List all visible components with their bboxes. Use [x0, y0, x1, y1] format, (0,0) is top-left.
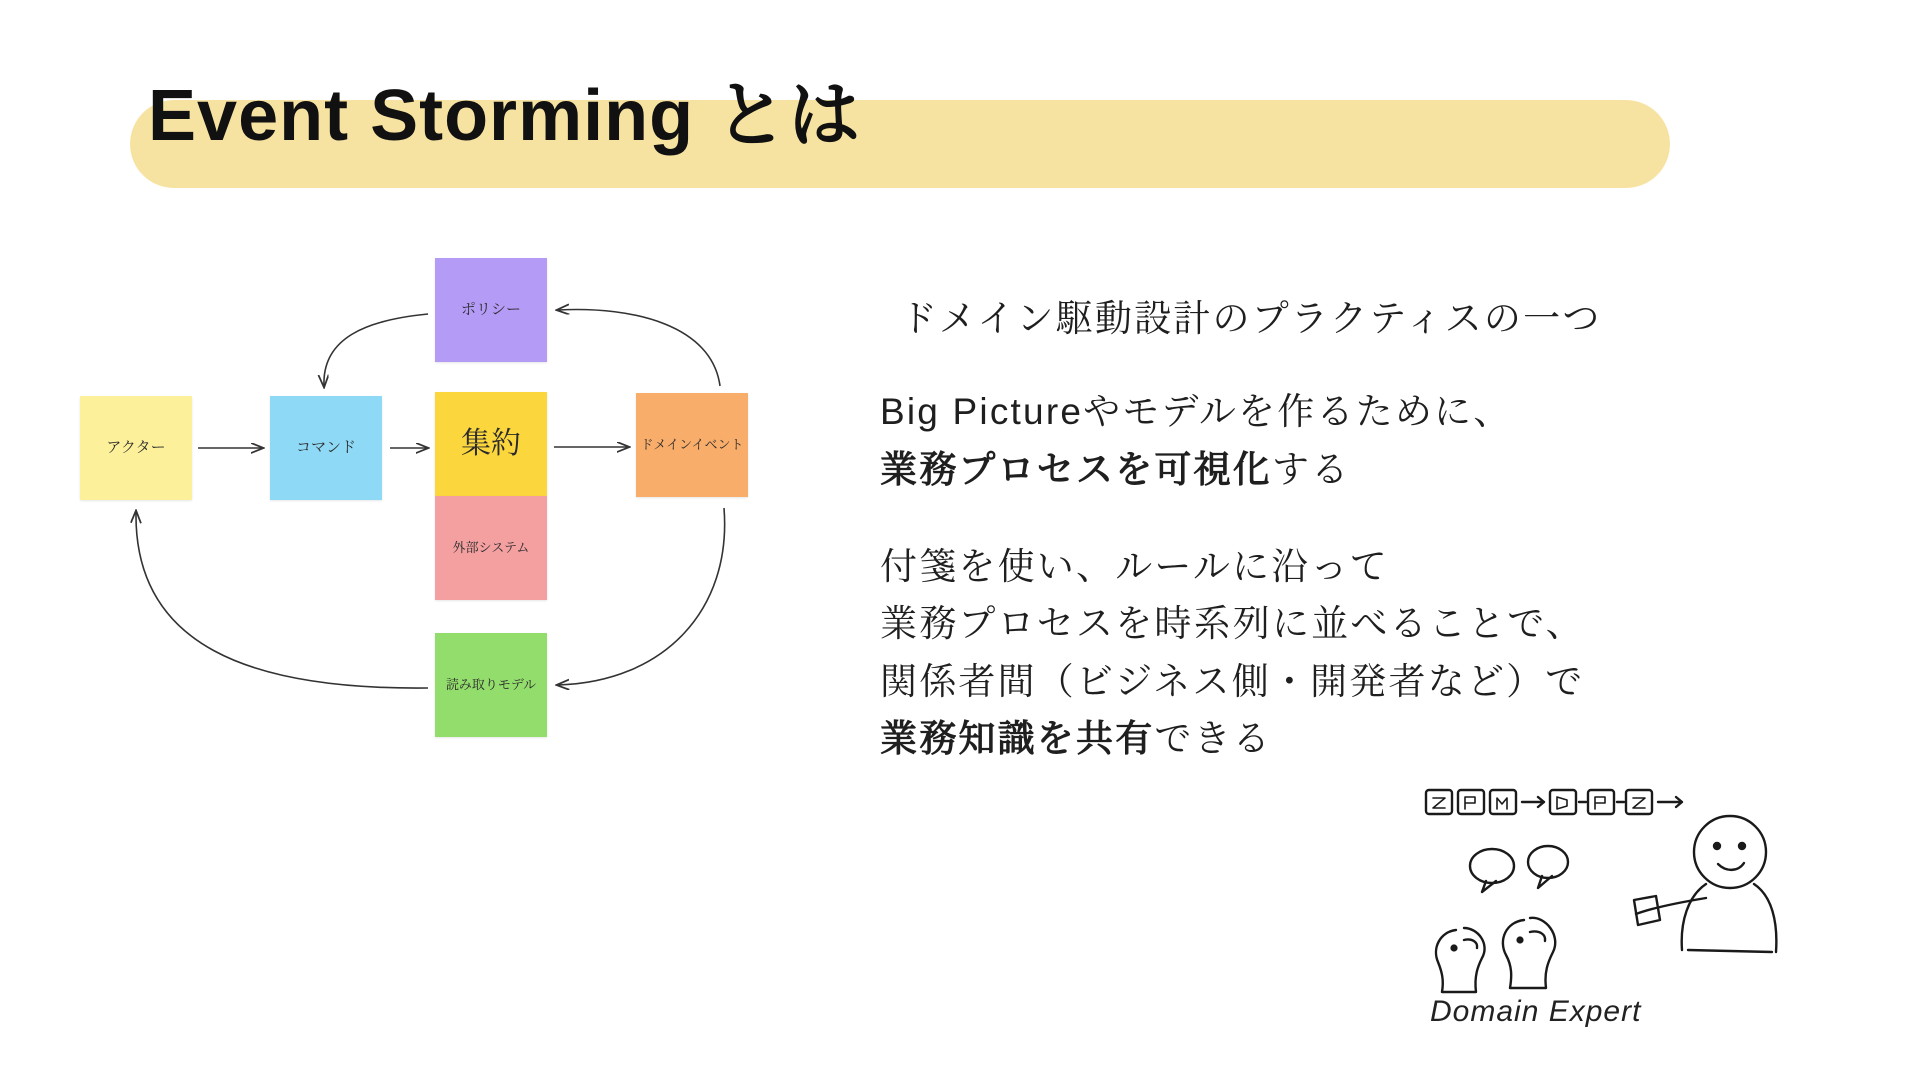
- diagram-connections: [60, 290, 900, 930]
- body-paragraph-3-line4-tail: できる: [1154, 718, 1273, 760]
- body-paragraph-3-line3: 関係者間（ビジネス側・開発者など）で: [880, 660, 1585, 702]
- body-paragraph-3-line4: [880, 710, 1820, 767]
- body-paragraph-2-line2: [880, 441, 1820, 498]
- sticky-command: [270, 396, 382, 500]
- body-paragraph-3-line1: 付箋を使い、ルールに沿って: [880, 546, 1389, 588]
- paragraph-gap-2: [880, 498, 1820, 538]
- page-title: Event Storming とは: [148, 76, 862, 156]
- body-paragraph-2-line2-tail: する: [1272, 448, 1351, 490]
- sticky-domain-event-label: ドメインイベント: [640, 436, 744, 452]
- event-storming-diagram: [60, 290, 900, 930]
- sticky-read-model-label: 読み取りモデル: [445, 676, 537, 692]
- sticky-aggregate: [435, 392, 547, 496]
- sticky-actor: [80, 396, 192, 500]
- sticky-external-system: [435, 496, 547, 600]
- edge-readmodel-actor: [136, 512, 428, 688]
- sticky-policy-label: ポリシー: [460, 300, 521, 318]
- sticky-read-model: [435, 633, 547, 737]
- edge-domainevent-readmodel: [558, 508, 725, 685]
- sticky-actor-label: アクター: [106, 438, 166, 456]
- body-paragraph-2-line1: Big Pictureやモデルを作るために、: [880, 391, 1513, 433]
- sticky-external-system-label: 外部システム: [452, 539, 530, 555]
- sticky-policy: [435, 258, 547, 362]
- body-text-column: [880, 290, 1820, 767]
- edge-policy-command: [324, 314, 428, 386]
- paragraph-gap: [880, 347, 1820, 383]
- highlight-visualize-process: 業務プロセスを可視化: [880, 448, 1272, 490]
- edge-domainevent-policy: [558, 310, 720, 386]
- highlight-share-knowledge: 業務知識を共有: [880, 718, 1155, 760]
- sticky-aggregate-label: 集約: [461, 427, 521, 461]
- sticky-domain-event: [636, 393, 748, 497]
- sticky-command-label: コマンド: [295, 438, 356, 456]
- body-paragraph-1: ドメイン駆動設計のプラクティスの一つ: [900, 298, 1602, 339]
- body-paragraph-3-line2: 業務プロセスを時系列に並べることで、: [880, 603, 1585, 645]
- doodle-caption: Domain Expert: [1430, 995, 1642, 1028]
